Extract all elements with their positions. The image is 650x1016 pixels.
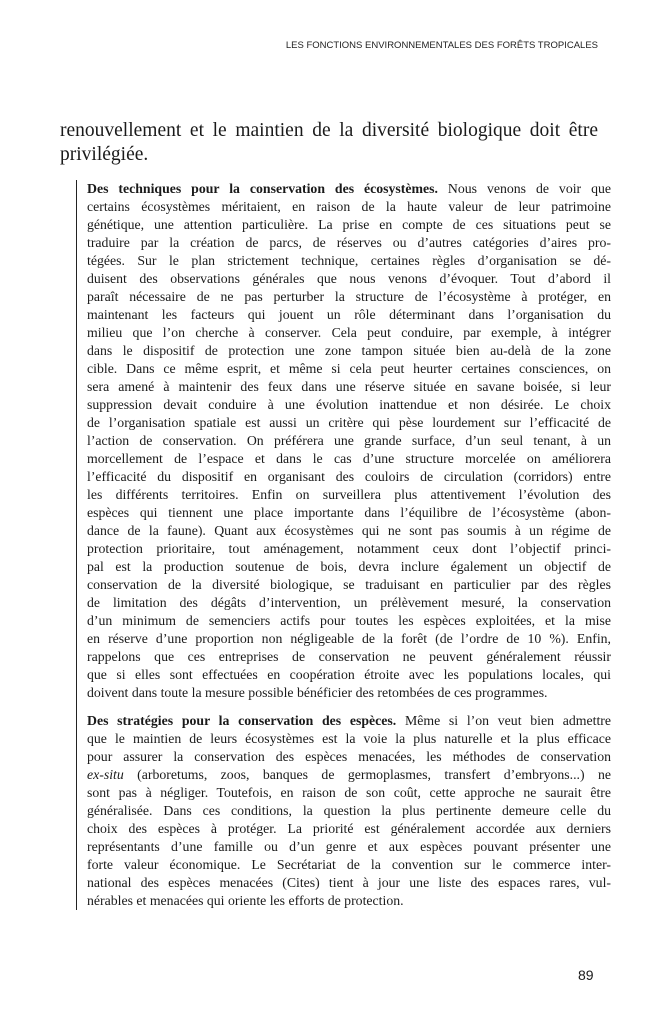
- text-line: que si elles sont effectuées en coopération étroite avec les populations locales, qui: [87, 667, 611, 682]
- paragraph-species: [87, 712, 611, 910]
- text-line: doivent dans toute la mesure possible bénéficier des retombées de ces programmes.: [87, 685, 548, 700]
- text-line: forte valeur économique. Le Secrétariat de la convention sur le commerce inter-: [87, 857, 611, 872]
- text-line: représentants d’une famille ou d’un genre et aux espèces pouvant présenter une: [87, 839, 611, 854]
- text-line: sont pas à négliger. Toutefois, en raison de son coût, cette approche ne saurait être: [87, 785, 611, 800]
- text-line: [87, 180, 611, 198]
- text-line: choix des espèces à protéger. La priorité est généralement accordée aux derniers: [87, 821, 611, 836]
- text-run: Même si l’on veut bien admettre: [396, 713, 612, 728]
- text-line: les différents territoires. Enfin on surveillera plus attentivement l’évolution des: [87, 487, 611, 502]
- page-number: 89: [578, 967, 594, 983]
- text-line: que le maintien de leurs écosystèmes est la voie la plus naturelle et la plus efficace: [87, 731, 611, 746]
- intro-text: [60, 119, 598, 167]
- text-line: protection prioritaire, tout aménagement, notamment ceux dont l’objectif princi-: [87, 541, 611, 556]
- text-line: traduire par la création de parcs, de réserves ou d’autres catégories d’aires pro-: [87, 235, 611, 250]
- text-line: sera amené à maintenir des feux dans une réserve située en savane boisée, si leur: [87, 379, 611, 394]
- text-line: [87, 766, 611, 784]
- text-line: privilégiée.: [60, 144, 149, 165]
- text-line: l’efficacité du dispositif en organisant des couloirs de circulation (corridors) entre: [87, 469, 611, 484]
- text-line: suppression devait conduire à une évolution inattendue et non désirée. Le choix: [87, 397, 611, 412]
- text-line: morcellement de l’espace et dans le cas d’une structure morcelée on améliorera: [87, 451, 611, 466]
- text-line: de l’organisation spatiale est aussi un critère qui pèse lourdement sur l’efficacité de: [87, 415, 611, 430]
- text-line: rappelons que ces entreprises de conservation ne peuvent généralement réussir: [87, 649, 611, 664]
- text-line: maintenant les facteurs qui jouent un rôle déterminant dans l’organisation du: [87, 307, 611, 322]
- paragraph-lead: Des techniques pour la conservation des écosystèmes.: [87, 181, 438, 196]
- text-run: Nous venons de voir que: [437, 181, 611, 196]
- text-line: tégées. Sur le plan strictement technique, certaines règles d’organisation se dé-: [87, 253, 611, 268]
- text-run: (arboretums, zoos, banques de germoplasmes, transfert d’embryons...) ne: [123, 767, 611, 782]
- text-line: en réserve d’une proportion non négligeable de la forêt (de l’ordre de 10 %). Enfin,: [87, 631, 611, 646]
- text-line: cible. Dans ce même esprit, et même si cela peut heurter certaines consciences, on: [87, 361, 611, 376]
- text-line: nérables et menacées qui oriente les efforts de protection.: [87, 893, 404, 908]
- paragraph-lead: Des stratégies pour la conservation des espèces.: [87, 713, 397, 728]
- text-line: espèces qui tiennent une place importante dans l’équilibre de l’écosystème (abon-: [87, 505, 611, 520]
- text-line: de limitation des dégâts d’intervention, un prélèvement mesuré, la conservation: [87, 595, 611, 610]
- text-line: milieu que l’on cherche à conserver. Cela peut conduire, par exemple, à intégrer: [87, 325, 611, 340]
- text-line: d’un minimum de semenciers actifs pour toutes les espèces exploitées, et la mise: [87, 613, 611, 628]
- text-line: généralisée. Dans ces conditions, la question la plus pertinente demeure celle du: [87, 803, 611, 818]
- text-line: conservation de la diversité biologique, se traduisant en particulier par des règles: [87, 577, 611, 592]
- text-line: national des espèces menacées (Cites) tient à jour une liste des espaces rares, vul-: [87, 875, 611, 890]
- paragraph-ecosystems: [87, 180, 611, 702]
- text-line: paraît nécessaire de ne pas perturber la structure de l’écosystème à protéger, en: [87, 289, 611, 304]
- text-line: pal est la production soutenue de bois, devra inclure également un objectif de: [87, 559, 611, 574]
- text-line: [87, 712, 611, 730]
- text-line: duisent des observations générales que nous venons d’évoquer. Tout d’abord il: [87, 271, 611, 286]
- sidebar-rule-block: [76, 180, 611, 910]
- text-line: renouvellement et le maintien de la diversité biologique doit être: [60, 120, 598, 141]
- italic-term: ex-situ: [87, 767, 124, 782]
- running-head: LES FONCTIONS ENVIRONNEMENTALES DES FORÊTS TROPICALES: [285, 40, 598, 51]
- text-line: pour assurer la conservation des espèces menacées, les méthodes de conservation: [87, 749, 611, 764]
- text-line: génétique, une attention particulière. La prise en compte de ces situations peut se: [87, 217, 611, 232]
- text-line: l’action de conservation. On préférera une grande surface, d’un seul tenant, à un: [87, 433, 611, 448]
- text-line: dance de la faune). Quant aux écosystèmes qui ne sont pas soumis à un régime de: [87, 523, 611, 538]
- text-line: certains écosystèmes méritaient, en raison de la haute valeur de leur patrimoine: [87, 199, 611, 214]
- text-line: dans le dispositif de protection une zone tampon située bien au-delà de la zone: [87, 343, 611, 358]
